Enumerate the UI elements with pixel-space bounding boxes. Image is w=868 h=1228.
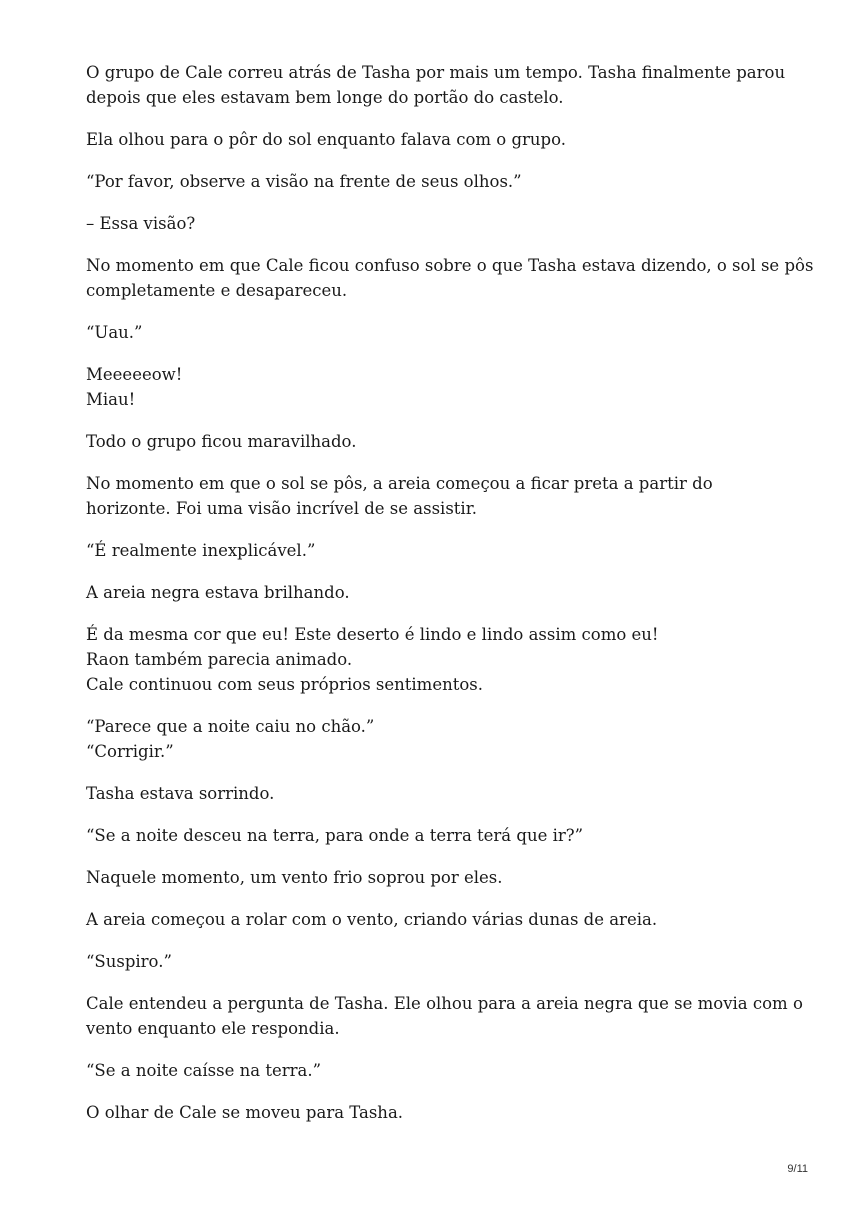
text-line: Todo o grupo ficou maravilhado. (86, 432, 357, 451)
text-line: Tasha estava sorrindo. (86, 784, 275, 803)
text-line: Meeeeeow! (86, 365, 183, 384)
paragraph (86, 907, 786, 932)
text-line: No momento em que o sol se pôs, a areia começou a ficar preta a partir do (86, 474, 713, 493)
text-line: É da mesma cor que eu! Este deserto é lindo e lindo assim como eu! (86, 625, 659, 644)
text-line: Miau! (86, 390, 136, 409)
paragraph (86, 949, 786, 974)
paragraph (86, 211, 786, 236)
text-line: Cale entendeu a pergunta de Tasha. Ele olhou para a areia negra que se movia com o (86, 994, 803, 1013)
paragraph (86, 362, 786, 412)
text-line: completamente e desapareceu. (86, 281, 348, 300)
text-line: horizonte. Foi uma visão incrível de se assistir. (86, 499, 478, 518)
text-line: O grupo de Cale correu atrás de Tasha por mais um tempo. Tasha finalmente parou (86, 63, 786, 82)
paragraph (86, 865, 786, 890)
paragraph (86, 538, 786, 563)
text-line: “Suspiro.” (86, 952, 172, 971)
paragraph (86, 127, 786, 152)
paragraph (86, 471, 786, 521)
text-line: “Uau.” (86, 323, 143, 342)
paragraph (86, 823, 786, 848)
document-body (86, 60, 814, 1142)
paragraph (86, 60, 786, 110)
paragraph (86, 1058, 786, 1083)
text-line: “Se a noite caísse na terra.” (86, 1061, 322, 1080)
text-line: vento enquanto ele respondia. (86, 1019, 340, 1038)
text-line: “Por favor, observe a visão na frente de seus olhos.” (86, 172, 522, 191)
paragraph (86, 991, 803, 1041)
paragraph (86, 429, 786, 454)
text-line: “Corrigir.” (86, 742, 174, 761)
paragraph (86, 169, 786, 194)
page-number: 9/11 (787, 1163, 808, 1175)
text-line: “É realmente inexplicável.” (86, 541, 316, 560)
text-line: Ela olhou para o pôr do sol enquanto falava com o grupo. (86, 130, 566, 149)
paragraph (86, 622, 786, 697)
paragraph (86, 253, 814, 303)
text-line: A areia negra estava brilhando. (86, 583, 350, 602)
paragraph (86, 320, 786, 345)
text-line: “Se a noite desceu na terra, para onde a terra terá que ir?” (86, 826, 584, 845)
paragraph (86, 1100, 786, 1125)
text-line: No momento em que Cale ficou confuso sobre o que Tasha estava dizendo, o sol se pôs (86, 256, 814, 275)
text-line: – Essa visão? (86, 214, 196, 233)
paragraph (86, 781, 786, 806)
text-line: Naquele momento, um vento frio soprou por eles. (86, 868, 503, 887)
text-line: “Parece que a noite caiu no chão.” (86, 717, 375, 736)
paragraph (86, 714, 786, 764)
text-line: Cale continuou com seus próprios sentimentos. (86, 675, 483, 694)
text-line: A areia começou a rolar com o vento, criando várias dunas de areia. (86, 910, 658, 929)
text-line: Raon também parecia animado. (86, 650, 353, 669)
text-line: depois que eles estavam bem longe do portão do castelo. (86, 88, 564, 107)
paragraph (86, 580, 786, 605)
text-line: O olhar de Cale se moveu para Tasha. (86, 1103, 404, 1122)
